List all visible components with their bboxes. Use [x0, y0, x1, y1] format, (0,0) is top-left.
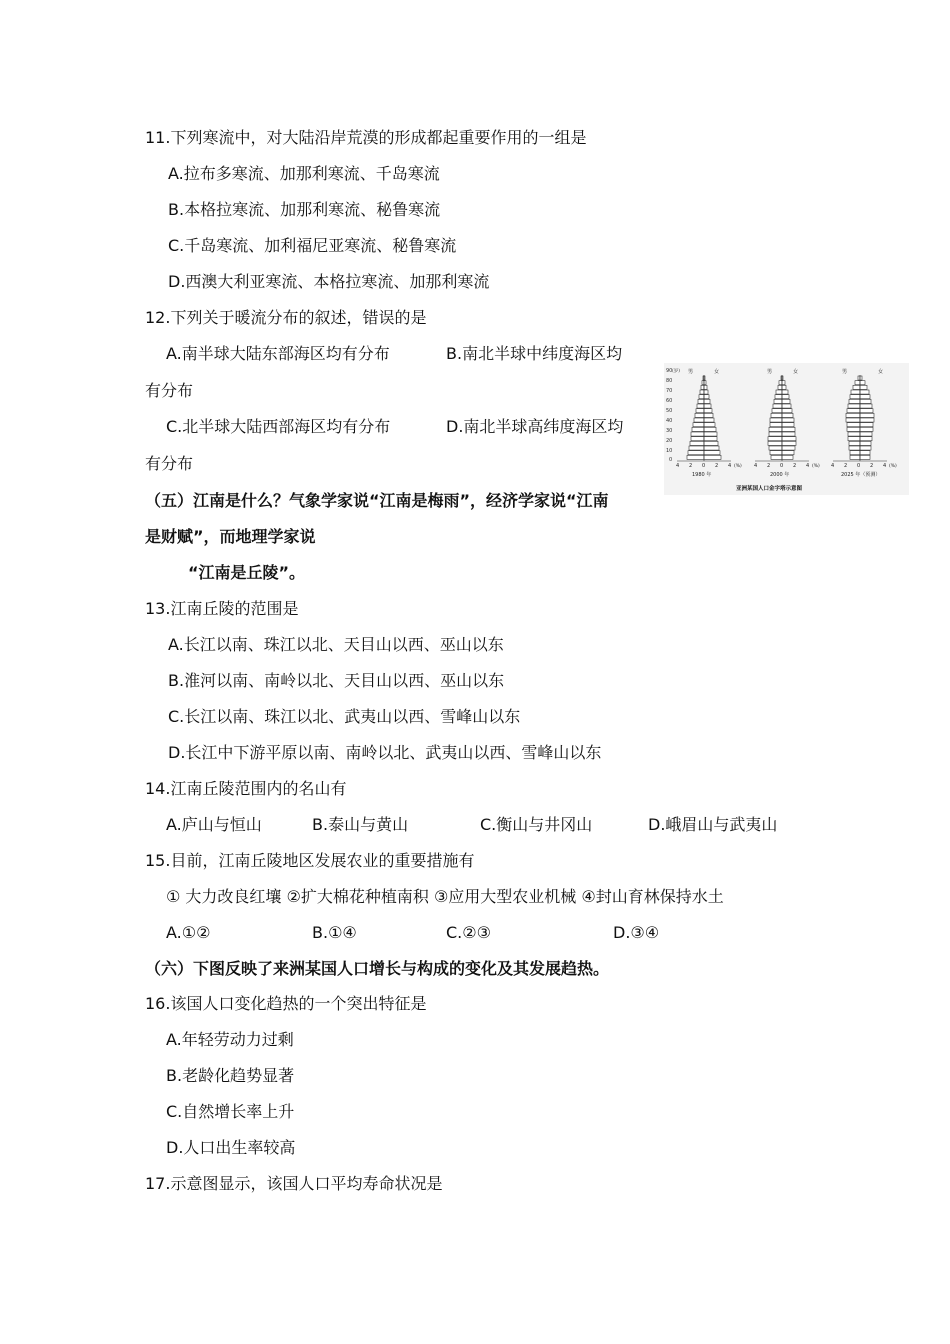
q16-option-c: C.自然增长率上升 — [166, 1102, 295, 1121]
pyramid-bar — [782, 395, 789, 399]
pyramid-bar — [770, 423, 782, 427]
pyramid-bar — [687, 455, 704, 459]
pyramid-bar — [782, 418, 794, 422]
pyramid3-female-label: 女 — [878, 369, 884, 375]
pyramid-bar — [770, 451, 782, 455]
pyramid-bar — [701, 385, 704, 389]
pyramid-bar — [848, 404, 860, 408]
q16-stem: 16.该国人口变化趋热的一个突出特征是 — [145, 994, 427, 1013]
pyramid-bar — [704, 451, 720, 455]
q12-option-c: C.北半球大陆西部海区均有分布 — [166, 417, 391, 436]
section5-heading-line3: “江南是丘陵”。 — [188, 563, 306, 582]
pyramid-bar — [704, 395, 709, 399]
pyramid1-year: 1980 年 — [692, 472, 712, 478]
population-pyramid-figure — [664, 363, 909, 495]
pyramid2-x-tick-2r: 2 — [793, 463, 797, 469]
pyramid-bar — [847, 423, 860, 427]
pyramid-bar — [782, 427, 795, 431]
q14-stem: 14.江南丘陵范围内的名山有 — [145, 779, 347, 798]
pyramid3-x-tick-4l: 4 — [831, 463, 835, 469]
q15-option-c: C.②③ — [446, 923, 491, 942]
pyramid1-x-tick-4r: 4 — [728, 463, 732, 469]
pyramid3-x-tick-0: 0 — [857, 463, 861, 469]
q15-option-d: D.③④ — [613, 923, 660, 942]
pyramid-bar — [782, 385, 786, 389]
pyramid2-male-label: 男 — [767, 369, 773, 375]
pyramid-bar — [691, 437, 704, 441]
pyramid-bar — [695, 413, 704, 417]
q15-option-a: A.①② — [166, 923, 211, 942]
pyramid-bar — [690, 441, 704, 445]
pyramid-bar — [704, 437, 717, 441]
pyramid-bar — [848, 432, 860, 436]
pyramid-bar — [850, 395, 860, 399]
pyramid-bar — [704, 385, 707, 389]
pyramid-bar — [860, 437, 872, 441]
pyramid2-x-tick-0: 0 — [780, 463, 784, 469]
pyramid-bar — [849, 441, 860, 445]
pyramid-bar — [704, 413, 713, 417]
age-tick-60: 60 — [666, 398, 673, 404]
q11-option-d: D.西澳大利亚寒流、本格拉寒流、加那利寒流 — [168, 272, 490, 291]
pyramid-bar — [846, 418, 860, 422]
pyramid-bar — [704, 409, 712, 413]
pyramid-bar — [773, 404, 782, 408]
q15-stem: 15.目前，江南丘陵地区发展农业的重要措施有 — [145, 851, 475, 870]
pyramid-bar — [847, 427, 860, 431]
pyramid-bar — [704, 390, 708, 394]
section5-heading-line1: （五）江南是什么？气象学家说“江南是梅雨”，经济学家说“江南 — [145, 491, 609, 510]
q12-option-d-continued: 有分布 — [145, 454, 194, 473]
pyramid-bar — [704, 441, 718, 445]
pyramid-bar — [782, 432, 795, 436]
pyramid-bar — [782, 451, 794, 455]
pyramid-bar — [704, 455, 721, 459]
q12-option-b: B.南北半球中纬度海区均 — [446, 344, 623, 363]
pyramid-bar — [693, 423, 704, 427]
pyramid-bar — [782, 404, 791, 408]
pyramid-bar — [860, 432, 872, 436]
pyramid-bar — [782, 455, 793, 459]
pyramid-bar — [697, 404, 704, 408]
q11-option-b: B.本格拉寒流、加那利寒流、秘鲁寒流 — [168, 200, 441, 219]
figure-caption: 亚洲某国人口金字塔示意图 — [736, 486, 803, 492]
pyramid-bar — [778, 385, 782, 389]
q14-option-c: C.衡山与井冈山 — [480, 815, 593, 834]
q13-option-a: A.长江以南、珠江以北、天目山以西、巫山以东 — [168, 635, 504, 654]
pyramid-bar — [704, 423, 715, 427]
pyramid-bar — [692, 427, 704, 431]
pyramid-bar — [782, 409, 792, 413]
pyramid3-male-label: 男 — [842, 369, 848, 375]
age-tick-80: 80 — [666, 378, 673, 384]
pyramid-bar — [846, 413, 860, 417]
pyramid-bar — [860, 427, 873, 431]
pyramid-bar — [776, 390, 782, 394]
pyramid-bar — [704, 432, 717, 436]
pyramid1-female-label: 女 — [714, 369, 720, 375]
pyramid-bar — [704, 418, 714, 422]
q14-option-d: D.峨眉山与武夷山 — [648, 815, 778, 834]
age-tick-0: 0 — [669, 457, 673, 463]
q12-option-a: A.南半球大陆东部海区均有分布 — [166, 344, 390, 363]
pyramid-bar — [768, 441, 782, 445]
pyramid-bar — [860, 399, 871, 403]
pyramid-bar — [689, 446, 704, 450]
q15-measures: ① 大力改良红壤 ②扩大棉花种植南积 ③应用大型农业机械 ④封山育林保持水土 — [166, 887, 724, 906]
age-tick-70: 70 — [666, 388, 673, 394]
pyramid-bar — [770, 418, 782, 422]
pyramid-bar — [704, 427, 716, 431]
q16-option-d: D.人口出生率较高 — [166, 1138, 296, 1157]
pyramid-bar — [782, 413, 793, 417]
pyramid1-x-tick-0: 0 — [702, 463, 706, 469]
pyramid-bar — [774, 399, 782, 403]
pyramid-bar — [860, 441, 871, 445]
q13-option-d: D.长江中下游平原以南、南岭以北、武夷山以西、雪峰山以东 — [168, 743, 602, 762]
pyramid-bar — [704, 404, 711, 408]
pyramid2-female-label: 女 — [793, 369, 799, 375]
pyramid1-pct-unit: (%) — [734, 464, 742, 469]
pyramid1-x-tick-2r: 2 — [715, 463, 719, 469]
pyramid-bar — [860, 413, 874, 417]
q11-stem: 11.下列寒流中，对大陆沿岸荒漠的形成都起重要作用的一组是 — [145, 128, 587, 147]
q13-stem: 13.江南丘陵的范围是 — [145, 599, 299, 618]
q17-stem: 17.示意图显示，该国人口平均寿命状况是 — [145, 1174, 443, 1193]
pyramid-bar — [860, 395, 870, 399]
pyramid1-male-label: 男 — [688, 369, 694, 375]
pyramid-bar — [860, 446, 871, 450]
pyramid-bar — [782, 423, 794, 427]
pyramid-bar — [860, 404, 872, 408]
pyramid-bar — [696, 409, 704, 413]
age-tick-10: 10 — [666, 448, 673, 454]
pyramid-bar — [691, 432, 704, 436]
pyramid3-x-tick-2l: 2 — [844, 463, 848, 469]
pyramid-bar — [853, 385, 860, 389]
q11-option-a: A.拉布多寒流、加那利寒流、千岛寒流 — [168, 164, 440, 183]
q13-option-b: B.淮河以南、南岭以北、天目山以西、巫山以东 — [168, 671, 505, 690]
pyramid-bar — [769, 446, 782, 450]
pyramid-bar — [698, 399, 704, 403]
pyramid1-x-tick-2l: 2 — [689, 463, 693, 469]
pyramid-bar — [772, 409, 782, 413]
pyramid-bar — [850, 451, 860, 455]
pyramid-bar — [771, 413, 782, 417]
pyramid-bar — [860, 390, 869, 394]
q11-option-c: C.千岛寒流、加利福尼亚寒流、秘鲁寒流 — [168, 236, 457, 255]
q16-option-b: B.老龄化趋势显著 — [166, 1066, 295, 1085]
pyramid-bar — [694, 418, 704, 422]
pyramid2-x-tick-4r: 4 — [806, 463, 810, 469]
pyramid-bar — [782, 399, 790, 403]
pyramid-bar — [851, 390, 860, 394]
pyramid-bar — [848, 437, 860, 441]
pyramid-bar — [769, 432, 782, 436]
pyramid-bar — [769, 427, 782, 431]
pyramid3-pct-unit: (%) — [889, 464, 897, 469]
pyramid2-x-tick-2l: 2 — [767, 463, 771, 469]
age-tick-30: 30 — [666, 428, 673, 434]
pyramid-bar — [688, 451, 704, 455]
pyramid-bar — [860, 455, 870, 459]
q12-stem: 12.下列关于暖流分布的叙述，错误的是 — [145, 308, 427, 327]
age-tick-20: 20 — [666, 438, 673, 444]
pyramid-bar — [860, 385, 867, 389]
pyramid3-x-tick-2r: 2 — [870, 463, 874, 469]
age-unit: (岁) — [672, 369, 681, 374]
pyramid-bar — [768, 437, 782, 441]
age-tick-40: 40 — [666, 418, 673, 424]
pyramid-bar — [782, 446, 795, 450]
pyramid-bar — [699, 395, 704, 399]
section5-heading-line2: 是财赋”，而地理学家说 — [145, 527, 316, 546]
pyramid1-x-tick-4l: 4 — [676, 463, 680, 469]
pyramid-bar — [855, 381, 860, 385]
pyramid-bar — [782, 441, 796, 445]
q14-option-a: A.庐山与恒山 — [166, 815, 262, 834]
pyramid-bar — [704, 399, 710, 403]
pyramid-bar — [849, 446, 860, 450]
pyramid-bar — [860, 418, 874, 422]
pyramid-bar — [771, 455, 782, 459]
pyramid-bar — [860, 423, 873, 427]
pyramid2-pct-unit: (%) — [812, 464, 820, 469]
q12-option-b-continued: 有分布 — [145, 381, 194, 400]
age-tick-90: 90 — [666, 368, 673, 374]
pyramid2-x-tick-4l: 4 — [754, 463, 758, 469]
pyramid-bar — [860, 381, 865, 385]
pyramid-bar — [700, 390, 704, 394]
pyramid-bar — [782, 437, 796, 441]
pyramid2-year: 2000 年 — [770, 472, 790, 478]
pyramid-bar — [775, 395, 782, 399]
pyramid-bar — [779, 381, 782, 385]
q15-option-b: B.①④ — [312, 923, 357, 942]
q16-option-a: A.年轻劳动力过剩 — [166, 1030, 294, 1049]
pyramid-bar — [782, 390, 788, 394]
pyramid-bar — [782, 381, 785, 385]
pyramid-bar — [849, 399, 860, 403]
q13-option-c: C.长江以南、珠江以北、武夷山以西、雪峰山以东 — [168, 707, 521, 726]
age-tick-50: 50 — [666, 408, 673, 414]
pyramid-bar — [860, 451, 870, 455]
pyramid-bar — [850, 455, 860, 459]
q14-option-b: B.泰山与黄山 — [312, 815, 409, 834]
pyramid-bar — [860, 409, 873, 413]
pyramid3-x-tick-4r: 4 — [883, 463, 887, 469]
pyramid-bar — [847, 409, 860, 413]
pyramid3-year: 2025 年（预测） — [841, 472, 881, 478]
q12-option-d: D.南北半球高纬度海区均 — [446, 417, 624, 436]
section6-heading: （六）下图反映了来洲某国人口增长与构成的变化及其发展趋热。 — [145, 959, 610, 978]
pyramid-bar — [704, 446, 719, 450]
